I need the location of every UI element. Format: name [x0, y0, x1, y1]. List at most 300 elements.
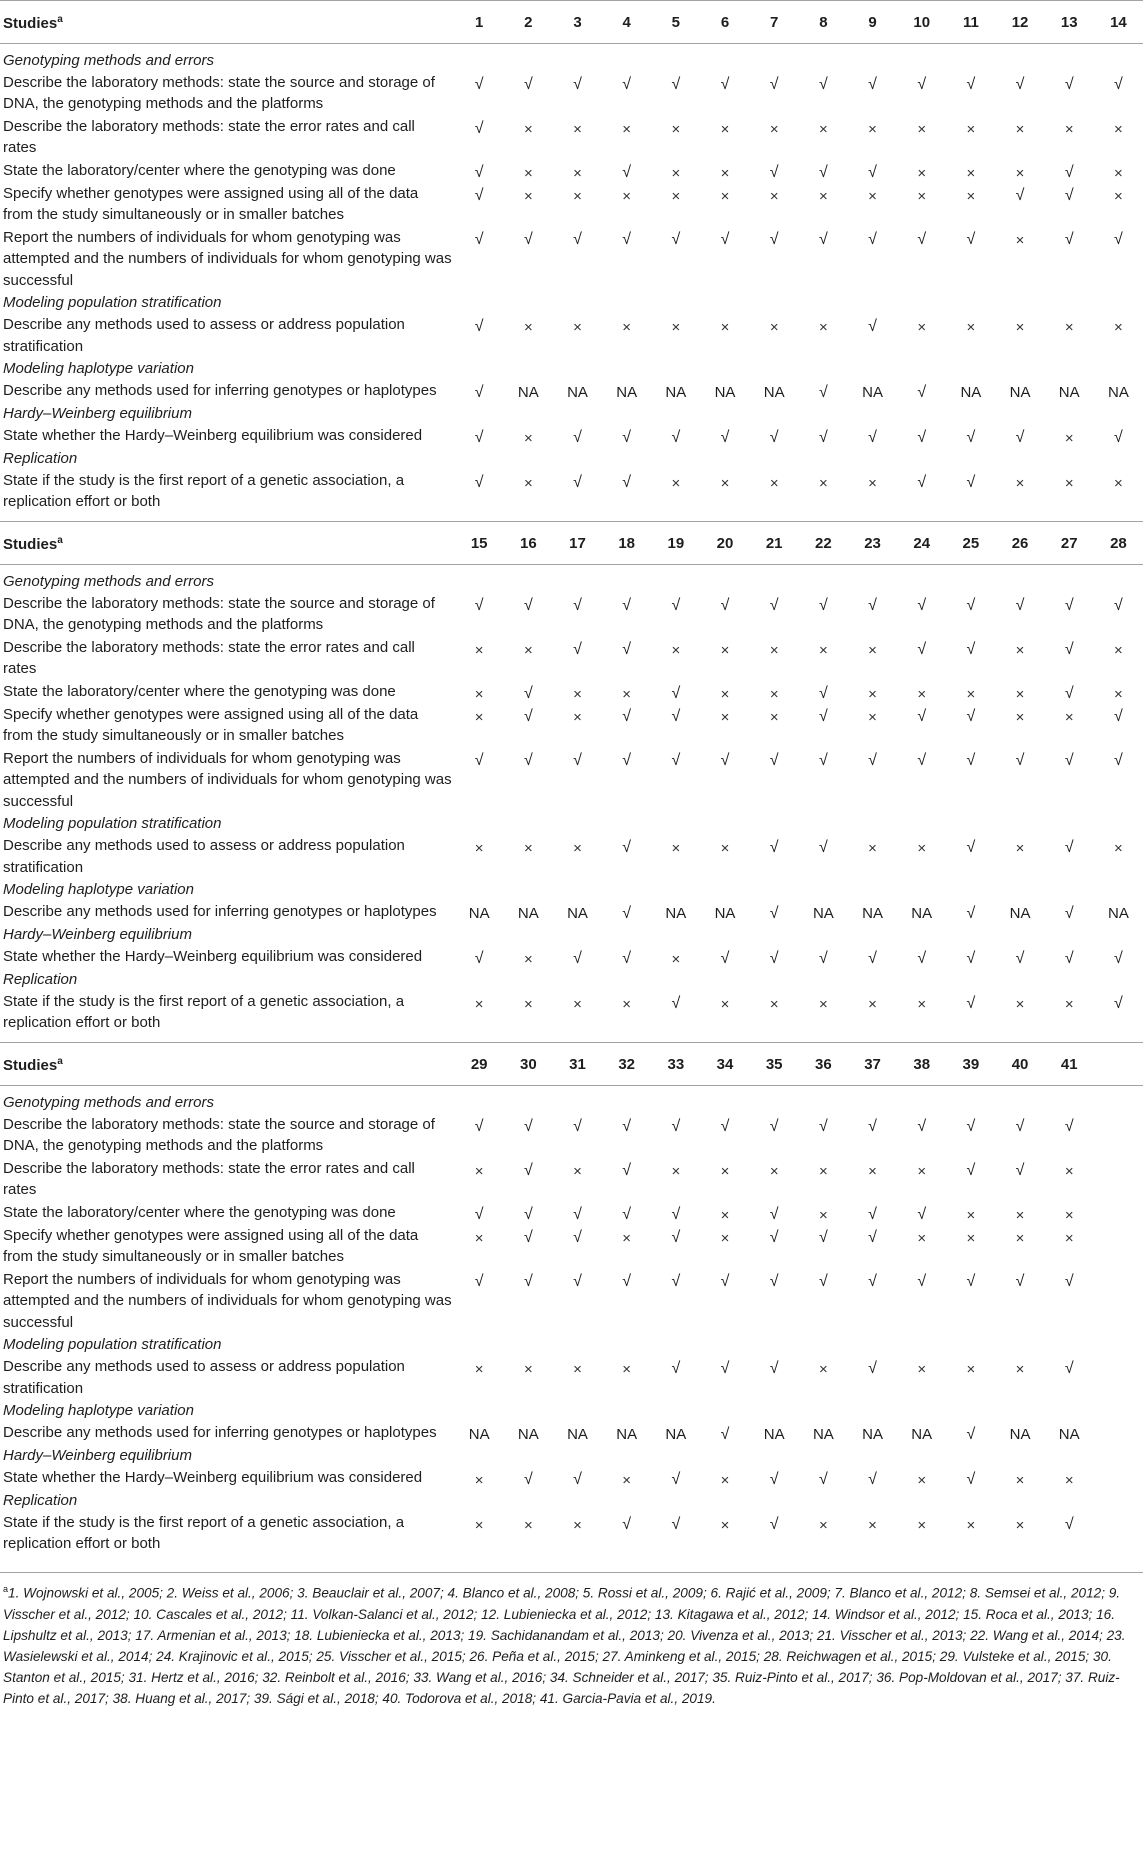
- study-number: 34: [700, 1043, 749, 1086]
- assessment-cell: ×: [720, 840, 730, 857]
- study-number: 15: [455, 522, 504, 565]
- assessment-cell: √: [671, 1205, 681, 1223]
- assessment-cell: √: [573, 428, 582, 446]
- assessment-cell: √: [622, 1515, 632, 1533]
- assessment-cell: ×: [1114, 319, 1123, 336]
- assessment-cell: NA: [1009, 1426, 1031, 1443]
- assessment-cell: ×: [573, 708, 582, 726]
- assessment-cell: ×: [573, 995, 582, 1013]
- assessment-cell: √: [1064, 1360, 1074, 1377]
- assessment-cell: [1094, 1422, 1143, 1445]
- studies-header-row: [0, 522, 1143, 565]
- criterion-row-dna-source-platforms: [0, 593, 1143, 637]
- assessment-cell: √: [966, 640, 976, 658]
- assessment-cell: ×: [1015, 1229, 1025, 1247]
- assessment-cell: √: [573, 1205, 582, 1223]
- assessment-cell: √: [917, 230, 927, 248]
- spacer-row: [0, 514, 1143, 522]
- assessment-cell: √: [966, 994, 976, 1012]
- assessment-cell: √: [1015, 186, 1025, 204]
- assessment-cell: NA: [862, 384, 883, 401]
- study-number: 21: [750, 522, 799, 565]
- assessment-cell: √: [917, 751, 927, 769]
- assessment-cell: √: [622, 751, 632, 769]
- assessment-cell: NA: [763, 384, 785, 401]
- criterion-row-genotyping-lab: [0, 681, 1143, 704]
- assessment-cell: √: [1015, 751, 1025, 769]
- criterion-label: Describe any methods used to assess or address population stratification: [3, 837, 405, 876]
- assessment-cell: √: [523, 1161, 533, 1179]
- assessment-cell: √: [671, 1515, 681, 1533]
- assessment-cell: √: [818, 596, 828, 614]
- assessment-cell: √: [966, 1426, 976, 1443]
- assessment-cell: NA: [567, 905, 588, 922]
- assessment-cell: √: [1114, 75, 1123, 93]
- assessment-cell: √: [720, 1117, 730, 1135]
- study-number: 36: [799, 1043, 848, 1086]
- assessment-cell: ×: [720, 1516, 730, 1534]
- criterion-row-error-call-rates: [0, 1158, 1143, 1202]
- assessment-cell: ×: [573, 120, 582, 138]
- assessment-cell: √: [720, 949, 730, 967]
- assessment-cell: √: [966, 905, 976, 922]
- section-row-genotyping-methods: [0, 571, 1143, 593]
- assessment-cell: √: [1064, 640, 1074, 658]
- assessment-cell: ×: [966, 319, 976, 336]
- assessment-cell: √: [622, 839, 632, 856]
- assessment-cell: ×: [671, 474, 681, 492]
- assessment-cell: √: [720, 230, 730, 248]
- assessment-cell: √: [671, 994, 681, 1012]
- assessment-cell: NA: [1009, 384, 1031, 401]
- criterion-label: Describe the laboratory methods: state the source and storage of DNA, the genotyping methods and the platforms: [3, 73, 435, 112]
- assessment-cell: ×: [917, 1361, 927, 1378]
- assessment-cell: ×: [868, 840, 877, 857]
- assessment-cell: ×: [769, 319, 779, 336]
- assessment-cell: √: [769, 949, 779, 967]
- assessment-cell: ×: [1064, 995, 1074, 1013]
- study-number: 19: [651, 522, 700, 565]
- assessment-cell: ×: [868, 708, 877, 726]
- assessment-cell: √: [769, 1515, 779, 1533]
- assessment-cell: √: [868, 1228, 877, 1246]
- assessment-cell: NA: [1009, 905, 1031, 922]
- criterion-label: Specify whether genotypes were assigned using all of the data from the study simultaneously or in smaller batches: [3, 1226, 419, 1265]
- criterion-row-inferring-haplotypes: [0, 901, 1143, 924]
- assessment-cell: ×: [671, 120, 681, 138]
- assessment-cell: ×: [622, 319, 632, 336]
- assessment-cell: √: [917, 949, 927, 967]
- assessment-cell: √: [474, 75, 484, 93]
- assessment-cell: √: [474, 230, 484, 248]
- assessment-cell: √: [1064, 751, 1074, 769]
- assessment-cell: ×: [966, 187, 976, 205]
- assessment-cell: √: [1064, 1272, 1074, 1290]
- assessment-cell: √: [1114, 751, 1123, 769]
- section-row-genotyping-methods: [0, 1092, 1143, 1114]
- assessment-cell: ×: [720, 1206, 730, 1224]
- assessment-cell: √: [868, 1205, 877, 1223]
- assessment-cell: ×: [1015, 685, 1025, 703]
- assessment-cell: ×: [917, 1471, 927, 1489]
- footnote-text: 1. Wojnowski et al., 2005; 2. Weiss et al., 2006; 3. Beauclair et al., 2007; 4. Blanco et al., 2008; 5. Rossi et al., 2009; 6. Rajić et al., 2009; 7. Blanco et al., 2012; 8. Semsei et al., 2012; 9. Visscher et al., 2012; 10. Cascales et al., 2012; 11. Volkan-Salanci et al., 2012; 12. Lubieniecka et al., 2012; 13. Kitagawa et al., 2012; 14. Windsor et al., 2012; 15. Roca et al., 2013; 16. Lipshultz et al., 2013; 17. Armenian et al., 2013; 18. Lubieniecka et al., 2013; 19. Sachidanandam et al., 2013; 20. Vivenza et al., 2013; 21. Visscher et al., 2013; 22. Wang et al., 2014; 23. Wasielewski et al., 2014; 24. Krajinovic et al., 2015; 25. Visscher et al., 2015; 26. Peña et al., 2015; 27. Aminkeng et al., 2015; 28. Reichwagen et al., 2015; 29. Vulsteke et al., 2015; 30. Stanton et al., 2015; 31. Hertz et al., 2016; 32. Reinbolt et al., 2016; 33. Wang et al., 2016; 34. Schneider et al., 2017; 35. Ruiz-Pinto et al., 2017; 36. Pop-Moldovan et al., 2017; 37. Ruiz-Pinto et al., 2017; 38. Huang et al., 2017; 39. Sági et al., 2018; 40. Todorova et al., 2018; 41. Garcia-Pavia et al., 2019.: [3, 1585, 1126, 1706]
- assessment-cell: √: [671, 596, 681, 614]
- assessment-cell: ×: [720, 1471, 730, 1489]
- assessment-cell: √: [917, 707, 927, 725]
- assessment-cell: √: [1114, 949, 1123, 967]
- table-footnote: [0, 1572, 1143, 1709]
- studies-header-row: [0, 1, 1143, 44]
- study-number: 1: [455, 1, 504, 44]
- assessment-cell: √: [966, 1117, 976, 1135]
- assessment-cell: √: [818, 75, 828, 93]
- assessment-cell: NA: [665, 905, 687, 922]
- criterion-row-genotyping-lab: [0, 1202, 1143, 1225]
- assessment-cell: √: [966, 707, 976, 725]
- assessment-cell: √: [917, 1272, 927, 1290]
- study-number: 4: [602, 1, 651, 44]
- assessment-cell: √: [720, 1272, 730, 1290]
- assessment-cell: √: [622, 1272, 632, 1290]
- assessment-cell: √: [868, 163, 877, 181]
- spacer-row: [0, 1556, 1143, 1564]
- assessment-cell: √: [474, 1205, 484, 1223]
- assessment-cell: ×: [523, 474, 533, 492]
- assessment-cell: √: [523, 707, 533, 725]
- criterion-label: Describe the laboratory methods: state the error rates and call rates: [3, 1159, 415, 1198]
- assessment-cell: ×: [1114, 120, 1123, 138]
- assessment-cell: NA: [714, 905, 736, 922]
- assessment-cell: NA: [468, 1426, 490, 1443]
- assessment-cell: √: [474, 428, 484, 446]
- assessment-cell: √: [917, 1117, 927, 1135]
- assessment-cell: √: [868, 1272, 877, 1290]
- assessment-cell: ×: [523, 995, 533, 1013]
- assessment-cell: √: [1015, 75, 1025, 93]
- section-row-haplotype-variation: [0, 358, 1143, 380]
- section-heading: Modeling haplotype variation: [3, 1402, 194, 1419]
- assessment-cell: √: [1015, 1117, 1025, 1135]
- assessment-cell: √: [769, 1205, 779, 1223]
- assessment-cell: ×: [720, 1229, 730, 1247]
- criterion-label: State if the study is the first report of a genetic association, a replication effort or both: [3, 471, 405, 510]
- study-number: 32: [602, 1043, 651, 1086]
- assessment-cell: ×: [818, 1206, 828, 1224]
- study-number: 40: [995, 1043, 1044, 1086]
- assessment-cell: ×: [1114, 474, 1123, 492]
- section-row-hardy-weinberg: [0, 1445, 1143, 1467]
- section-row-hardy-weinberg: [0, 924, 1143, 946]
- assessment-cell: ×: [720, 474, 730, 492]
- assessment-cell: √: [966, 75, 976, 93]
- assessment-cell: √: [573, 751, 582, 769]
- criterion-label: Describe any methods used to assess or address population stratification: [3, 1358, 405, 1397]
- assessment-cell: [1094, 1467, 1143, 1490]
- assessment-cell: √: [573, 596, 582, 614]
- assessment-cell: √: [1064, 1515, 1074, 1533]
- assessment-cell: √: [720, 751, 730, 769]
- assessment-cell: √: [671, 1470, 681, 1488]
- assessment-cell: ×: [720, 1162, 730, 1180]
- assessment-cell: NA: [812, 905, 834, 922]
- section-row-genotyping-methods: [0, 50, 1143, 72]
- section-row-hardy-weinberg: [0, 403, 1143, 425]
- assessment-cell: √: [474, 949, 484, 967]
- criterion-label: Report the numbers of individuals for whom genotyping was attempted and the numbers of individuals for whom genotyping was successful: [3, 749, 452, 810]
- assessment-cell: √: [622, 163, 632, 181]
- assessment-cell: ×: [474, 641, 484, 659]
- studies-header-cell: [0, 522, 455, 565]
- assessment-cell: ×: [1064, 474, 1074, 492]
- assessment-cell: √: [818, 751, 828, 769]
- criterion-row-population-stratification: [0, 314, 1143, 358]
- assessment-cell: √: [769, 1360, 779, 1377]
- studies-header-cell: [0, 1, 455, 44]
- assessment-cell: √: [622, 949, 632, 967]
- assessment-cell: √: [818, 1228, 828, 1246]
- assessment-cell: ×: [720, 120, 730, 138]
- assessment-cell: √: [769, 839, 779, 856]
- assessment-cell: √: [966, 1272, 976, 1290]
- study-number: 23: [848, 522, 897, 565]
- assessment-cell: NA: [1058, 384, 1080, 401]
- assessment-cell: ×: [573, 319, 582, 336]
- assessment-cell: ×: [1015, 1516, 1025, 1534]
- assessment-cell: ×: [1114, 164, 1123, 182]
- study-number: 33: [651, 1043, 700, 1086]
- assessment-cell: √: [1015, 949, 1025, 967]
- assessment-cell: ×: [966, 1361, 976, 1378]
- assessment-cell: NA: [468, 905, 490, 922]
- assessment-cell: ×: [818, 1361, 828, 1378]
- assessment-cell: ×: [868, 120, 877, 138]
- assessment-cell: NA: [616, 384, 638, 401]
- assessment-cell: √: [868, 230, 877, 248]
- assessment-cell: NA: [665, 1426, 687, 1443]
- section-row-replication: [0, 448, 1143, 470]
- assessment-cell: ×: [1015, 1206, 1025, 1224]
- study-number: 14: [1094, 1, 1143, 44]
- study-number: 3: [553, 1, 602, 44]
- criterion-label: Specify whether genotypes were assigned using all of the data from the study simultaneously or in smaller batches: [3, 184, 419, 223]
- assessment-cell: ×: [1114, 187, 1123, 205]
- study-number: 6: [700, 1, 749, 44]
- criterion-label: Describe any methods used for inferring genotypes or haplotypes: [3, 382, 437, 399]
- criterion-row-genotype-batches: [0, 183, 1143, 227]
- criterion-label: State the laboratory/center where the genotyping was done: [3, 682, 396, 700]
- assessment-cell: ×: [1015, 474, 1025, 492]
- assessment-cell: ×: [868, 685, 877, 703]
- assessment-cell: ×: [1015, 164, 1025, 182]
- assessment-cell: ×: [1015, 641, 1025, 659]
- criterion-row-individuals-genotyped: [0, 1269, 1143, 1335]
- assessment-cell: ×: [1064, 1471, 1074, 1489]
- study-number: 16: [504, 522, 553, 565]
- study-number: 37: [848, 1043, 897, 1086]
- study-number: 30: [504, 1043, 553, 1086]
- assessment-cell: ×: [966, 1516, 976, 1534]
- assessment-cell: √: [720, 596, 730, 614]
- assessment-cell: ×: [523, 120, 533, 138]
- assessment-cell: √: [1064, 1117, 1074, 1135]
- assessment-cell: ×: [1064, 319, 1074, 336]
- criterion-label: State the laboratory/center where the genotyping was done: [3, 1203, 396, 1221]
- criterion-label: Specify whether genotypes were assigned using all of the data from the study simultaneously or in smaller batches: [3, 705, 419, 744]
- assessment-cell: √: [917, 473, 927, 491]
- assessment-cell: ×: [966, 164, 976, 182]
- studies-header-cell: [0, 1043, 455, 1086]
- assessment-cell: ×: [1015, 1361, 1025, 1378]
- criterion-row-genotype-batches: [0, 704, 1143, 748]
- assessment-cell: ×: [622, 187, 632, 205]
- assessment-cell: √: [523, 751, 533, 769]
- assessment-cell: [1094, 1225, 1143, 1269]
- assessment-cell: NA: [1107, 905, 1129, 922]
- assessment-cell: [1094, 1512, 1143, 1556]
- assessment-cell: ×: [622, 1471, 632, 1489]
- assessment-cell: ×: [474, 1516, 484, 1534]
- assessment-cell: ×: [1064, 120, 1074, 138]
- assessment-cell: ×: [720, 164, 730, 182]
- criterion-label: Report the numbers of individuals for whom genotyping was attempted and the numbers of individuals for whom genotyping was successful: [3, 1270, 452, 1331]
- assessment-cell: √: [868, 1117, 877, 1135]
- criterion-label: State if the study is the first report of a genetic association, a replication effort or both: [3, 992, 405, 1031]
- study-number: 28: [1094, 522, 1143, 565]
- assessment-cell: √: [1114, 596, 1123, 614]
- assessment-cell: ×: [868, 474, 877, 492]
- criterion-label: State if the study is the first report of a genetic association, a replication effort or both: [3, 1513, 405, 1552]
- assessment-cell: √: [474, 1272, 484, 1290]
- section-row-population-stratification: [0, 1334, 1143, 1356]
- study-number: 13: [1045, 1, 1094, 44]
- section-row-population-stratification: [0, 813, 1143, 835]
- section-heading: Genotyping methods and errors: [3, 572, 214, 590]
- assessment-cell: ×: [720, 319, 730, 336]
- assessment-cell: ×: [868, 995, 877, 1013]
- assessment-cell: ×: [769, 641, 779, 659]
- assessment-cell: ×: [474, 1471, 484, 1489]
- assessment-cell: √: [474, 186, 484, 204]
- assessment-cell: ×: [720, 641, 730, 659]
- assessment-cell: √: [868, 751, 877, 769]
- assessment-cell: √: [573, 75, 582, 93]
- section-heading: Modeling population stratification: [3, 294, 222, 311]
- assessment-cell: √: [769, 1272, 779, 1290]
- assessment-cell: √: [868, 1470, 877, 1488]
- assessment-cell: ×: [1064, 708, 1074, 726]
- assessment-cell: ×: [523, 319, 533, 336]
- assessment-cell: ×: [818, 995, 828, 1013]
- assessment-cell: ×: [671, 187, 681, 205]
- assessment-cell: √: [1064, 75, 1074, 93]
- section-row-replication: [0, 1490, 1143, 1512]
- assessment-cell: NA: [1107, 384, 1129, 401]
- assessment-cell: √: [917, 75, 927, 93]
- study-number: 9: [848, 1, 897, 44]
- assessment-cell: √: [818, 1272, 828, 1290]
- section-heading: Hardy–Weinberg equilibrium: [3, 1446, 192, 1464]
- study-number: 18: [602, 522, 651, 565]
- study-number: [1094, 1043, 1143, 1086]
- spacer-cell: [0, 1556, 1143, 1564]
- assessment-cell: ×: [917, 120, 927, 138]
- assessment-cell: √: [769, 230, 779, 248]
- assessment-cell: ×: [966, 120, 976, 138]
- assessment-cell: ×: [474, 1162, 484, 1180]
- criterion-row-population-stratification: [0, 835, 1143, 879]
- assessment-cell: ×: [622, 1229, 632, 1247]
- assessment-cell: √: [523, 1205, 533, 1223]
- criterion-label: Report the numbers of individuals for whom genotyping was attempted and the numbers of individuals for whom genotyping was successful: [3, 228, 452, 289]
- assessment-cell: ×: [1114, 685, 1123, 703]
- assessment-cell: √: [966, 839, 976, 856]
- assessment-cell: √: [966, 596, 976, 614]
- assessment-cell: ×: [818, 319, 828, 336]
- assessment-cell: √: [917, 1205, 927, 1223]
- section-row-replication: [0, 969, 1143, 991]
- assessment-cell: ×: [966, 685, 976, 703]
- study-number: 22: [799, 522, 848, 565]
- criterion-label: Describe the laboratory methods: state the source and storage of DNA, the genotyping methods and the platforms: [3, 1115, 435, 1154]
- assessment-cell: √: [818, 707, 828, 725]
- assessment-cell: √: [769, 428, 779, 446]
- assessment-cell: √: [1015, 1272, 1025, 1290]
- assessment-cell: √: [474, 384, 484, 401]
- assessment-cell: √: [573, 230, 582, 248]
- assessment-cell: ×: [818, 1162, 828, 1180]
- assessment-cell: √: [474, 318, 484, 335]
- assessment-cell: √: [966, 949, 976, 967]
- assessment-cell: √: [474, 751, 484, 769]
- study-number: 5: [651, 1, 700, 44]
- study-number: 20: [700, 522, 749, 565]
- assessment-cell: ×: [671, 164, 681, 182]
- footnote-marker: a: [3, 1584, 9, 1594]
- assessment-cell: √: [769, 751, 779, 769]
- assessment-cell: ×: [474, 1229, 484, 1247]
- studies-header-marker: a: [57, 535, 63, 547]
- study-number: 8: [799, 1, 848, 44]
- assessment-cell: [1094, 1158, 1143, 1202]
- assessment-cell: ×: [671, 840, 681, 857]
- assessment-cell: √: [966, 230, 976, 248]
- study-number: 2: [504, 1, 553, 44]
- assessment-cell: √: [573, 949, 582, 967]
- assessment-cell: NA: [911, 905, 933, 922]
- assessment-cell: √: [573, 1272, 582, 1290]
- section-heading: Modeling population stratification: [3, 815, 222, 832]
- assessment-cell: √: [671, 707, 681, 725]
- assessment-cell: √: [868, 596, 877, 614]
- study-number: 17: [553, 522, 602, 565]
- assessment-cell: √: [1064, 186, 1074, 204]
- assessment-cell: √: [769, 75, 779, 93]
- criterion-row-replication: [0, 1512, 1143, 1556]
- criterion-row-replication: [0, 470, 1143, 514]
- assessment-cell: √: [966, 1161, 976, 1179]
- assessment-cell: ×: [818, 641, 828, 659]
- criterion-row-hardy-weinberg: [0, 946, 1143, 969]
- assessment-cell: √: [474, 1117, 484, 1135]
- assessment-cell: NA: [517, 905, 539, 922]
- assessment-cell: √: [769, 163, 779, 181]
- assessment-cell: √: [720, 428, 730, 446]
- assessment-cell: √: [769, 1470, 779, 1488]
- assessment-cell: √: [1114, 994, 1123, 1012]
- assessment-cell: NA: [812, 1426, 834, 1443]
- assessment-cell: NA: [862, 905, 883, 922]
- assessment-cell: ×: [1015, 319, 1025, 336]
